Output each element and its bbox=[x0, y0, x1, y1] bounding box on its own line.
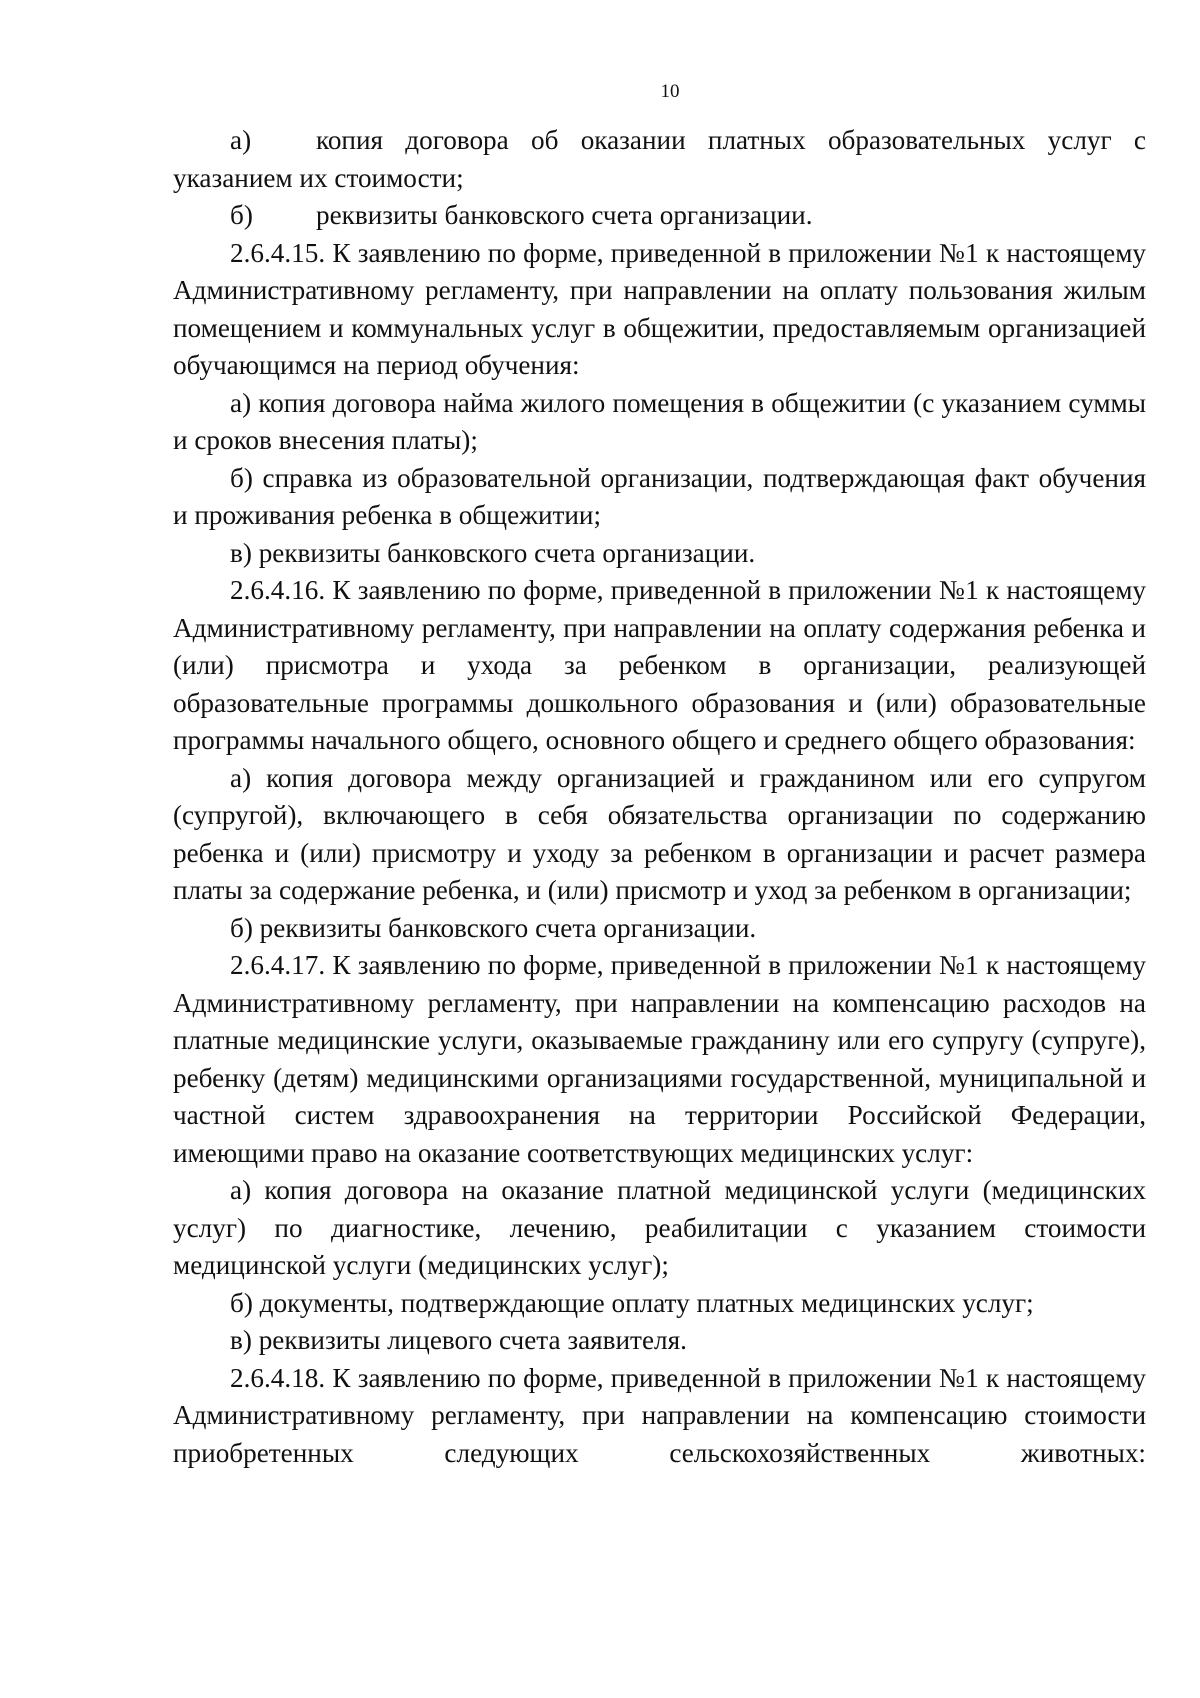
clause-2-6-4-16: 2.6.4.16. К заявлению по форме, приведенной в приложении №1 к настоящему Административному регламенту, при направлении на оплату содержания ребенка и (или) присмотра и ухода за ребенком в организации, реализующей образовательные программы дошкольного образования и (или) образовательные программы начального общего, основного общего и среднего общего образования: bbox=[173, 575, 1146, 755]
clause-2-6-4-17: 2.6.4.17. К заявлению по форме, приведенной в приложении №1 к настоящему Административному регламенту, при направлении на компенсацию расходов на платные медицинские услуги, оказываемые гражданину или его супругу (супруге), ребенку (детям) медицинскими организациями государственной, муниципальной и частной систем здравоохранения на территории Российской Федерации, имеющими право на оказание соответствующих медицинских услуг: bbox=[173, 950, 1146, 1168]
list-item-paragraph: б) документы, подтверждающие оплату платных медицинских услуг; bbox=[230, 1287, 1034, 1318]
list-item-paragraph: в) реквизиты лицевого счета заявителя. bbox=[230, 1325, 687, 1355]
list-item-a-contract-copy bbox=[173, 122, 1146, 197]
list-marker: а) bbox=[230, 125, 252, 155]
list-item-paragraph: а) копия договора между организацией и гражданином или его супругом (супругой), включающего в себя обязательства организации по содержанию ребенка и (или) присмотру и уходу за ребенком в организации и расчет размера платы за содержание ребенка, и (или) присмотр и уход за ребенком в организации; bbox=[173, 762, 1146, 905]
clause-2-6-4-15: 2.6.4.15. К заявлению по форме, приведенной в приложении №1 к настоящему Административному регламенту, при направлении на оплату пользования жилым помещением и коммунальных услуг в общежитии, предоставляемым организацией обучающимся на период обучения: bbox=[173, 237, 1146, 380]
document-body bbox=[173, 122, 1146, 1472]
list-item-paragraph: б) реквизиты банковского счета организации. bbox=[230, 912, 757, 943]
list-item-paragraph: а) копия договора на оказание платной медицинской услуги (медицинских услуг) по диагностике, лечению, реабилитации с указанием стоимости медицинской услуги (медицинских услуг); bbox=[173, 1175, 1146, 1280]
list-item-text: копия договора об оказании платных образовательных услуг с указанием их стоимости; bbox=[173, 125, 1146, 193]
list-item-paragraph: в) реквизиты банковского счета организации. bbox=[230, 537, 756, 568]
list-item-paragraph: б) справка из образовательной организации, подтверждающая факт обучения и проживания ребенка в общежитии; bbox=[173, 462, 1146, 530]
list-item-b-bank-details bbox=[173, 197, 1146, 235]
clause-2-6-4-18: 2.6.4.18. К заявлению по форме, приведенной в приложении №1 к настоящему Административному регламенту, при направлении на компенсацию стоимости приобретенных следующих сельскохозяйственных животных: bbox=[173, 1362, 1146, 1468]
list-item-paragraph: а) копия договора найма жилого помещения в общежитии (с указанием суммы и сроков внесения платы); bbox=[173, 387, 1146, 455]
list-item-text: реквизиты банковского счета организации. bbox=[316, 200, 813, 230]
page-number: 10 bbox=[660, 81, 680, 102]
list-marker: б) bbox=[230, 200, 253, 230]
